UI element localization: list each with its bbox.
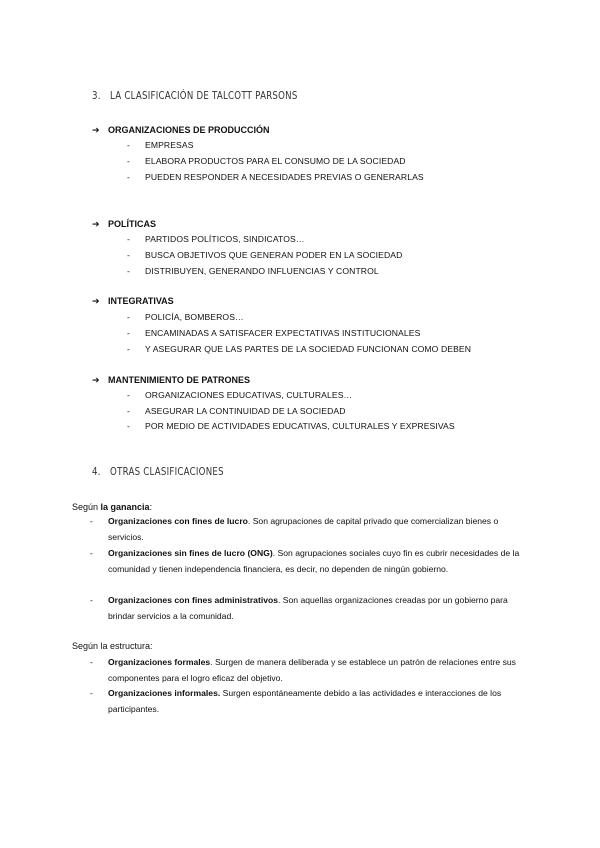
list-item: [127, 156, 406, 166]
estructura-label: [72, 641, 153, 651]
dash-icon: -: [127, 156, 130, 166]
dash-icon: -: [127, 266, 130, 276]
dash-icon: -: [127, 421, 130, 431]
item-body: . Surgen de manera deliberada y se establece un patrón de relaciones entre sus componentes para el logro eficaz del objetivo.: [108, 657, 516, 683]
item-text: [108, 655, 522, 686]
list-item: [127, 266, 379, 276]
arrow-icon: ➔: [92, 219, 100, 229]
section-3-number: 3.: [92, 90, 101, 102]
item-text: [108, 514, 522, 545]
list-item-text: POR MEDIO DE ACTIVIDADES EDUCATIVAS, CULTURALES Y EXPRESIVAS: [145, 421, 455, 431]
estructura-item-informales: [90, 686, 522, 717]
dash-icon: -: [90, 548, 93, 558]
group-title-integrativas: [92, 296, 174, 307]
section-4-number: 4.: [92, 466, 101, 478]
list-item-text: PUEDEN RESPONDER A NECESIDADES PREVIAS O GENERARLAS: [145, 172, 424, 182]
list-item: [127, 421, 455, 431]
list-item: [127, 328, 420, 338]
item-text: [108, 593, 522, 624]
item-text: [108, 546, 522, 577]
arrow-icon: ➔: [92, 125, 100, 135]
list-item-text: BUSCA OBJETIVOS QUE GENERAN PODER EN LA SOCIEDAD: [145, 250, 403, 260]
section-4-heading: [92, 466, 224, 478]
dash-icon: -: [127, 234, 130, 244]
item-text: [108, 686, 522, 717]
estructura-label-text: Según la estructura:: [72, 641, 153, 651]
group-title-text: ORGANIZACIONES DE PRODUCCIÓN: [108, 125, 270, 135]
dash-icon: -: [127, 390, 130, 400]
section-4-title: OTRAS CLASIFICACIONES: [110, 466, 224, 478]
list-item-text: ORGANIZACIONES EDUCATIVAS, CULTURALES…: [145, 390, 353, 400]
item-body: Surgen espontáneamente debido a las actividades e interacciones de los participantes.: [108, 688, 502, 714]
list-item: [127, 250, 402, 260]
dash-icon: -: [127, 172, 130, 182]
group-title-politicas: [92, 219, 156, 230]
list-item-text: EMPRESAS: [145, 140, 194, 150]
list-item: [127, 344, 471, 354]
dash-icon: -: [90, 657, 93, 667]
ganancia-item-administrativos: [90, 593, 522, 624]
list-item-text: Y ASEGURAR QUE LAS PARTES DE LA SOCIEDAD FUNCIONAN COMO DEBEN: [145, 344, 472, 354]
group-title-text: MANTENIMIENTO DE PATRONES: [108, 375, 251, 385]
dash-icon: -: [90, 516, 93, 526]
ganancia-label-bold: la ganancia: [100, 502, 150, 512]
group-title-mantenimiento: [92, 375, 250, 386]
dash-icon: -: [90, 688, 93, 698]
dash-icon: -: [127, 140, 130, 150]
item-bold: Organizaciones formales: [108, 657, 211, 667]
dash-icon: -: [127, 344, 130, 354]
item-bold: Organizaciones sin fines de lucro (ONG): [108, 548, 273, 558]
item-bold: Organizaciones informales.: [108, 688, 221, 698]
list-item: [127, 140, 194, 150]
list-item: [127, 172, 424, 182]
list-item-text: ENCAMINADAS A SATISFACER EXPECTATIVAS INSTITUCIONALES: [145, 328, 421, 338]
list-item: [127, 406, 346, 416]
item-body: . Son aquellas organizaciones creadas por un gobierno para brindar servicios a la comunidad.: [108, 595, 508, 621]
list-item: [127, 312, 244, 322]
list-item-text: ELABORA PRODUCTOS PARA EL CONSUMO DE LA SOCIEDAD: [145, 156, 406, 166]
dash-icon: -: [127, 406, 130, 416]
ganancia-label-suffix: :: [149, 502, 153, 512]
list-item: [127, 234, 305, 244]
section-3-title: LA CLASIFICACIÓN DE TALCOTT PARSONS: [110, 90, 298, 102]
ganancia-item-lucro: [90, 514, 522, 545]
section-3-heading: [92, 90, 298, 102]
list-item-text: DISTRIBUYEN, GENERANDO INFLUENCIAS Y CONTROL: [145, 266, 379, 276]
ganancia-label: [72, 502, 152, 512]
ganancia-item-sin-lucro: [90, 546, 522, 577]
item-body: . Son agrupaciones sociales cuyo fin es cubrir necesidades de la comunidad y tienen independencia financiera, es decir, no dependen de ningún gobierno.: [108, 548, 520, 574]
list-item-text: ASEGURAR LA CONTINUIDAD DE LA SOCIEDAD: [145, 406, 346, 416]
item-bold: Organizaciones con fines de lucro: [108, 516, 248, 526]
dash-icon: -: [127, 328, 130, 338]
list-item-text: POLICÍA, BOMBEROS…: [145, 312, 244, 322]
list-item-text: PARTIDOS POLÍTICOS, SINDICATOS…: [145, 234, 305, 244]
dash-icon: -: [90, 595, 93, 605]
arrow-icon: ➔: [92, 296, 100, 306]
dash-icon: -: [127, 250, 130, 260]
dash-icon: -: [127, 312, 130, 322]
list-item: [127, 390, 352, 400]
ganancia-label-prefix: Según: [72, 502, 101, 512]
arrow-icon: ➔: [92, 375, 100, 385]
group-title-text: INTEGRATIVAS: [108, 296, 174, 306]
item-bold: Organizaciones con fines administrativos: [108, 595, 279, 605]
estructura-item-formales: [90, 655, 522, 686]
item-body: . Son agrupaciones de capital privado que comercializan bienes o servicios.: [108, 516, 499, 542]
group-title-produccion: [92, 125, 270, 136]
group-title-text: POLÍTICAS: [108, 219, 157, 229]
